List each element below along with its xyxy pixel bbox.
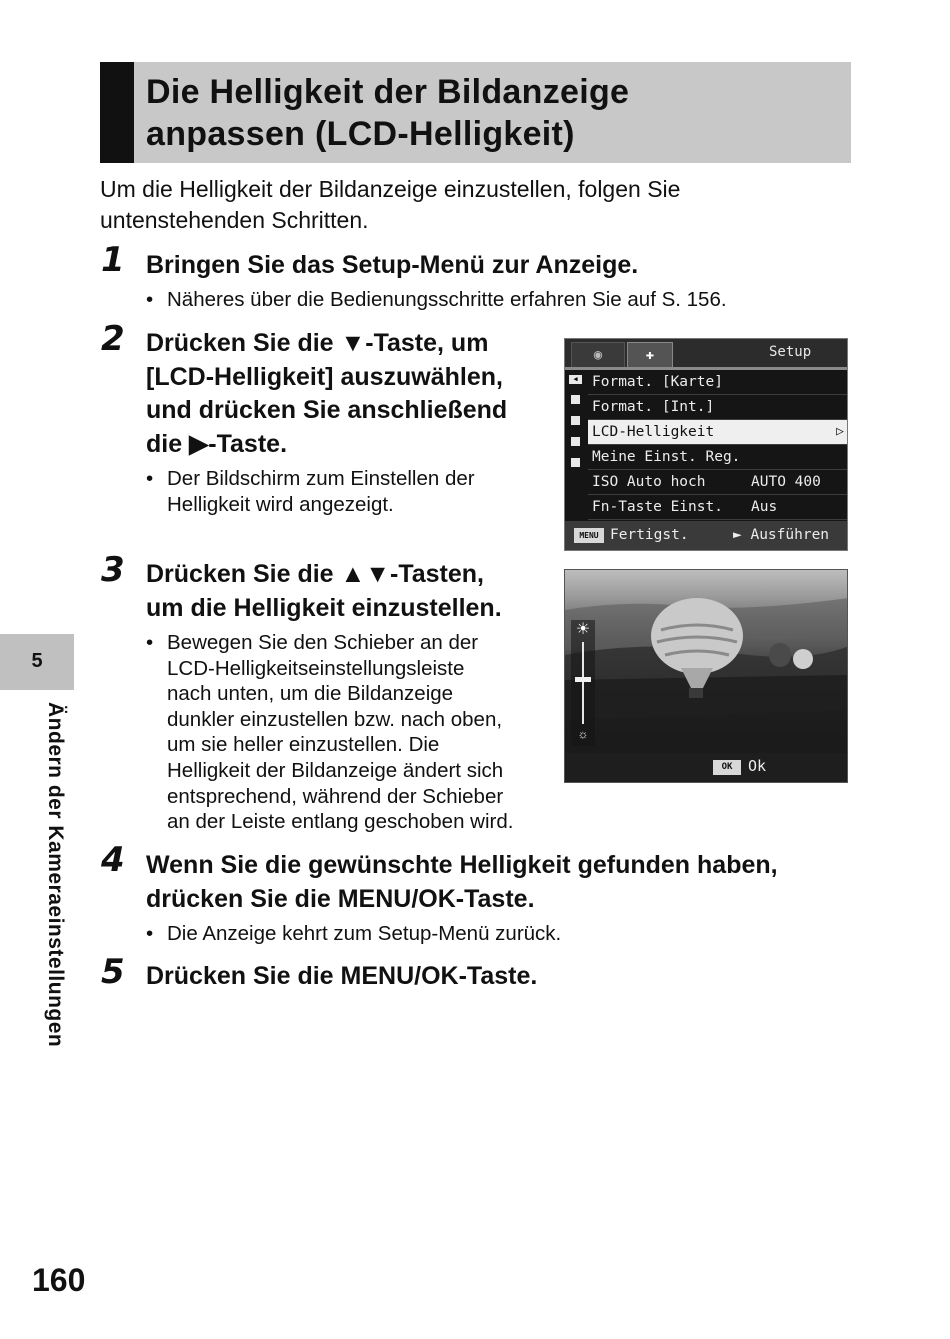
camera-brightness-screenshot xyxy=(564,569,848,783)
setup-wrench-icon: ✚ xyxy=(627,342,673,367)
title-accent-bar xyxy=(100,62,134,163)
intro-line-1: Um die Helligkeit der Bildanzeige einzustellen, folgen Sie xyxy=(100,176,681,202)
bullet-dot: • xyxy=(146,288,154,311)
step-2-heading xyxy=(146,327,507,461)
step-3-heading xyxy=(146,558,502,625)
camera-icon: ◉ xyxy=(571,342,625,367)
bullet-dot: • xyxy=(146,467,154,490)
camera-menu-item-value: AUTO 400 xyxy=(751,474,821,490)
step-3-bullet-line: entsprechend, während der Schieber xyxy=(167,784,504,808)
step-3-bullet-line: um sie heller einzustellen. Die xyxy=(167,733,440,757)
step-2-heading-line: die ▶-Taste. xyxy=(146,429,288,458)
step-5-heading xyxy=(146,960,537,994)
intro-paragraph xyxy=(100,174,680,236)
camera-menu-item-label: Format. [Int.] xyxy=(592,399,715,415)
page-marker-square xyxy=(571,437,580,446)
page-title xyxy=(146,71,629,155)
brightness-slider xyxy=(571,620,595,746)
step-3-heading-line: Drücken Sie die ▲▼-Tasten, xyxy=(146,560,485,588)
step-4-heading xyxy=(146,849,778,916)
page-title-line-2: anpassen (LCD-Helligkeit) xyxy=(146,115,575,153)
camera-menu-item-value: Aus xyxy=(751,499,778,515)
step-2-bullet-line: Der Bildschirm zum Einstellen der xyxy=(167,467,475,490)
camera-menu-footer xyxy=(565,521,848,551)
menu-key-icon: MENU xyxy=(574,528,604,543)
camera-menu-item-label: LCD-Helligkeit xyxy=(592,424,715,440)
step-4-bullet xyxy=(146,921,561,947)
camera-menu-item xyxy=(588,395,848,420)
step-3-bullet-line: an der Leiste entlang geschoben wird. xyxy=(167,810,514,834)
ok-key-icon: OK xyxy=(713,760,741,775)
step-1-heading-line: Bringen Sie das Setup-Menü zur Anzeige. xyxy=(146,251,639,279)
step-3-heading-line: um die Helligkeit einzustellen. xyxy=(146,593,502,622)
dim-sun-icon: ☼ xyxy=(577,727,589,741)
camera-menu-list xyxy=(588,370,848,520)
step-1-bullet-line: Näheres über die Bedienungsschritte erfahren Sie auf S. 156. xyxy=(167,288,727,311)
page-marker-square xyxy=(571,458,580,467)
step-3-bullet-line: Helligkeit der Bildanzeige ändert sich xyxy=(167,758,504,782)
step-3-bullet xyxy=(146,630,513,835)
camera-menu-item xyxy=(588,495,848,520)
step-3-bullet-line: dunkler einzustellen bzw. nach oben, xyxy=(167,707,503,731)
camera-menu-item-label: Meine Einst. Reg. xyxy=(592,449,741,465)
step-2-heading-line: und drücken Sie anschließend xyxy=(146,396,508,424)
title-banner xyxy=(100,62,851,163)
step-2-number: 2 xyxy=(101,319,125,359)
page-marker-icon: ◀ xyxy=(569,375,582,384)
camera-menu-footer-right: ► Ausführen xyxy=(733,527,830,543)
camera-menu-topbar xyxy=(565,339,848,367)
step-2-heading-line: Drücken Sie die ▼-Taste, um xyxy=(146,329,489,357)
chapter-title-vertical: Ändern der Kameraeinstellungen xyxy=(44,702,67,1048)
camera-menu-item-label: ISO Auto hoch xyxy=(592,474,706,490)
step-2-bullet xyxy=(146,466,475,517)
camera-menu-title: Setup xyxy=(769,344,812,360)
camera-ok-bar xyxy=(565,753,848,783)
step-1-bullet xyxy=(146,287,727,313)
step-3-number: 3 xyxy=(101,550,125,590)
page-marker-square xyxy=(571,416,580,425)
step-4-bullet-line: Die Anzeige kehrt zum Setup-Menü zurück. xyxy=(167,922,562,945)
camera-menu-item-label: Format. [Karte] xyxy=(592,374,723,390)
submenu-arrow-icon: ▷ xyxy=(836,424,844,439)
step-3-bullet-line: Bewegen Sie den Schieber an der xyxy=(167,631,479,654)
step-2-heading-line: [LCD-Helligkeit] auszuwählen, xyxy=(146,362,503,391)
camera-menu-item xyxy=(588,445,848,470)
chapter-tab xyxy=(0,634,74,690)
step-4-heading-line: Wenn Sie die gewünschte Helligkeit gefunden haben, xyxy=(146,851,778,879)
step-3-bullet-line: LCD-Helligkeitseinstellungsleiste xyxy=(167,656,465,680)
camera-menu-page-indicator xyxy=(569,375,583,479)
step-4-number: 4 xyxy=(101,840,125,880)
step-4-heading-line: drücken Sie die MENU/OK-Taste. xyxy=(146,884,535,913)
camera-menu-footer-left: Fertigst. xyxy=(610,527,689,543)
step-3-bullet-line: nach unten, um die Bildanzeige xyxy=(167,682,454,706)
balloon-landscape-photo xyxy=(565,570,848,783)
bright-sun-icon: ☀ xyxy=(575,621,591,638)
page-marker-square xyxy=(571,395,580,404)
page-title-line-1: Die Helligkeit der Bildanzeige xyxy=(146,73,630,111)
intro-line-2: untenstehenden Schritten. xyxy=(100,207,369,233)
camera-setup-menu-screenshot xyxy=(564,338,848,551)
camera-menu-item xyxy=(588,470,848,495)
brightness-slider-knob xyxy=(575,677,591,682)
step-5-number: 5 xyxy=(101,952,125,992)
ok-label: Ok xyxy=(748,757,767,775)
step-5-heading-line: Drücken Sie die MENU/OK-Taste. xyxy=(146,962,538,990)
bullet-dot: • xyxy=(146,922,154,945)
step-2-bullet-line: Helligkeit wird angezeigt. xyxy=(167,492,394,516)
bullet-dot: • xyxy=(146,631,154,654)
camera-menu-item-selected xyxy=(588,420,848,445)
chapter-number: 5 xyxy=(31,650,43,672)
brightness-slider-track xyxy=(582,642,584,724)
camera-menu-item-label: Fn-Taste Einst. xyxy=(592,499,723,515)
page-number: 160 xyxy=(32,1262,86,1298)
step-1-number: 1 xyxy=(101,240,125,280)
step-1-heading xyxy=(146,249,638,283)
camera-menu-item xyxy=(588,370,848,395)
